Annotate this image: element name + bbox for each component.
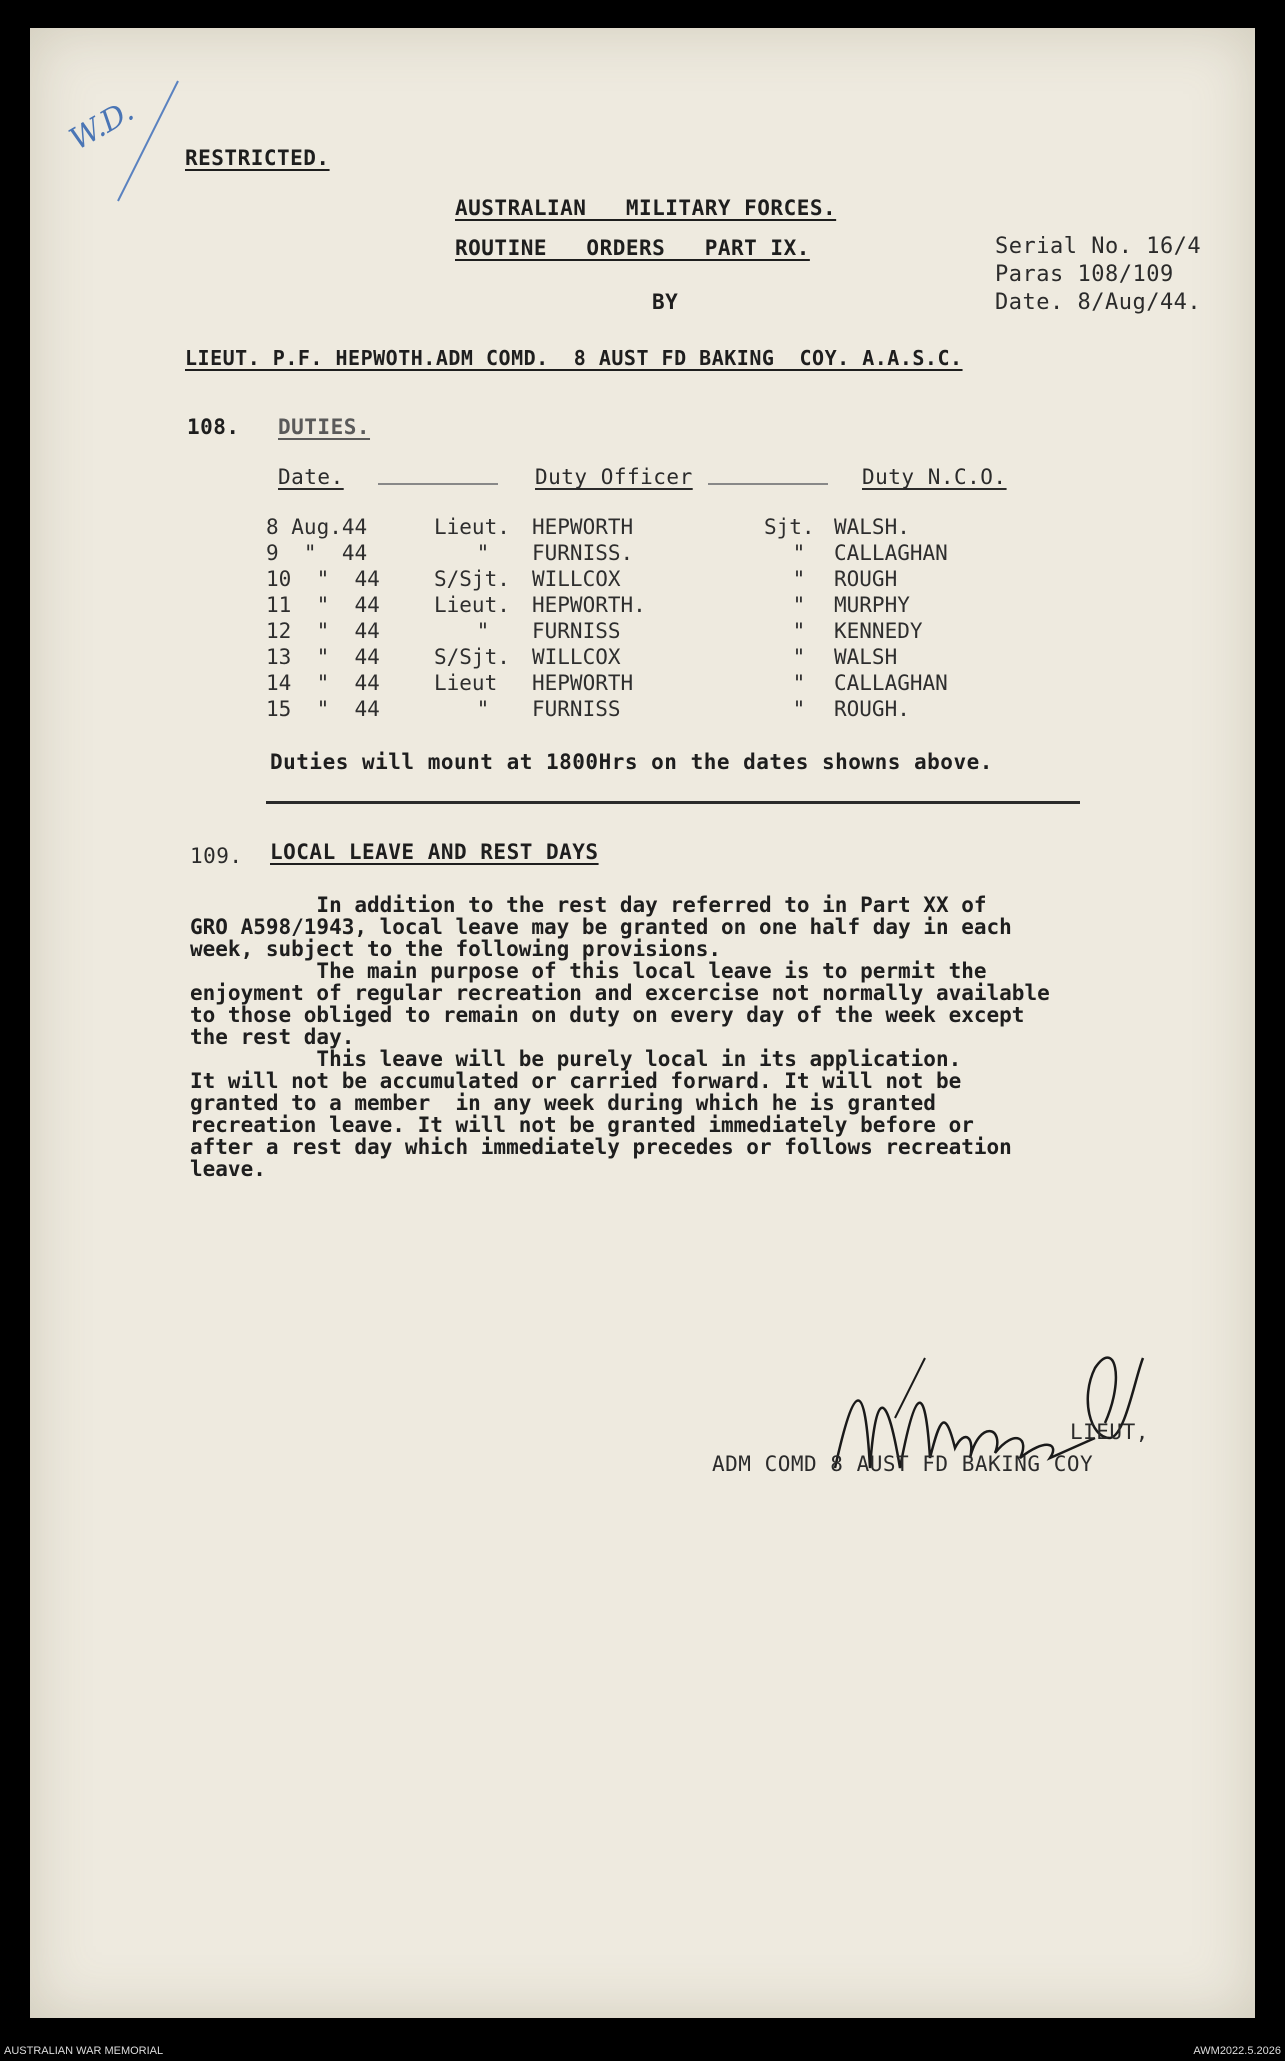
signatory-appointment: ADM COMD 8 AUST FD BAKING COY: [712, 1452, 1094, 1476]
body-line: The main purpose of this local leave is to permit the: [190, 959, 987, 983]
serial-number: Serial No. 16/4: [995, 234, 1202, 259]
table-row: [266, 619, 948, 645]
table-row: [266, 671, 948, 697]
officer-name: FURNISS.: [532, 541, 634, 565]
nco-rank: ": [792, 541, 806, 565]
table-row: [266, 515, 948, 541]
officer-name: WILLCOX: [532, 567, 621, 591]
duty-date: 14 " 44: [266, 671, 380, 695]
issued-by: LIEUT. P.F. HEPWOTH.ADM COMD. 8 AUST FD BAKING COY. A.A.S.C.: [185, 346, 963, 370]
officer-rank: ": [476, 619, 490, 643]
column-header-officer: Duty Officer: [535, 465, 693, 489]
officer-name: HEPWORTH.: [532, 593, 646, 617]
nco-rank: ": [792, 619, 806, 643]
body-line: recreation leave. It will not be granted immediately before or: [190, 1113, 974, 1137]
nco-name: ROUGH: [834, 567, 898, 591]
body-line: This leave will be purely local in its application.: [190, 1047, 962, 1071]
table-row: [266, 593, 948, 619]
officer-rank: Lieut: [434, 671, 498, 695]
officer-name: WILLCOX: [532, 645, 621, 669]
body-line: granted to a member in any week during which he is granted: [190, 1091, 936, 1115]
duty-date: 12 " 44: [266, 619, 380, 643]
nco-rank: Sjt.: [764, 515, 815, 539]
document-page: [30, 28, 1255, 2018]
orders-title: ROUTINE ORDERS PART IX.: [455, 236, 810, 260]
nco-rank: ": [792, 645, 806, 669]
officer-rank: S/Sjt.: [434, 645, 510, 669]
nco-name: MURPHY: [834, 593, 910, 617]
by-label: BY: [652, 290, 679, 314]
nco-rank: ": [792, 593, 806, 617]
signatory-rank: LIEUT,: [1070, 1420, 1149, 1444]
footer-left: AUSTRALIAN WAR MEMORIAL: [4, 2045, 164, 2057]
duty-date: 8 Aug.44: [266, 515, 368, 539]
body-line: It will not be accumulated or carried forward. It will not be: [190, 1069, 962, 1093]
officer-rank: Lieut.: [434, 515, 510, 539]
column-header-date: Date.: [278, 465, 344, 489]
header-dash-2: [708, 483, 828, 485]
officer-name: HEPWORTH: [532, 671, 634, 695]
body-line: In addition to the rest day referred to in Part XX of: [190, 893, 987, 917]
nco-rank: ": [792, 671, 806, 695]
table-row: [266, 645, 948, 671]
body-line: week, subject to the following provisions.: [190, 937, 722, 961]
table-row: [266, 697, 948, 723]
column-header-nco: Duty N.C.O.: [862, 465, 1007, 489]
section-109-number: 109.: [190, 844, 243, 868]
duty-date: 11 " 44: [266, 593, 380, 617]
duty-date: 9 " 44: [266, 541, 368, 565]
officer-name: FURNISS: [532, 619, 621, 643]
duty-date: 15 " 44: [266, 697, 380, 721]
organisation-heading: AUSTRALIAN MILITARY FORCES.: [455, 196, 837, 220]
duty-roster-table: [266, 515, 948, 723]
officer-name: FURNISS: [532, 697, 621, 721]
section-108-number: 108.: [187, 415, 240, 439]
margin-stroke: [110, 73, 190, 213]
duty-note: Duties will mount at 1800Hrs on the dates showns above.: [270, 750, 993, 774]
nco-rank: ": [792, 697, 806, 721]
margin-note: W.D.: [63, 93, 140, 158]
officer-rank: ": [476, 541, 490, 565]
section-divider: [266, 801, 1080, 804]
section-108-title: DUTIES.: [278, 415, 371, 439]
paras-reference: Paras 108/109: [995, 262, 1174, 287]
nco-name: WALSH.: [834, 515, 910, 539]
duty-date: 13 " 44: [266, 645, 380, 669]
section-109-title: LOCAL LEAVE AND REST DAYS: [270, 840, 599, 864]
officer-rank: ": [476, 697, 490, 721]
body-line: leave.: [190, 1157, 266, 1181]
header-dash-1: [378, 483, 498, 485]
body-line: GRO A598/1943, local leave may be granted on one half day in each: [190, 915, 1012, 939]
officer-rank: Lieut.: [434, 593, 510, 617]
table-row: [266, 567, 948, 593]
table-row: [266, 541, 948, 567]
nco-name: WALSH: [834, 645, 898, 669]
nco-rank: ": [792, 567, 806, 591]
nco-name: KENNEDY: [834, 619, 923, 643]
body-line: enjoyment of regular recreation and excercise not normally available: [190, 981, 1050, 1005]
body-line: the rest day.: [190, 1025, 355, 1049]
footer-right: AWM2022.5.2026: [1193, 2045, 1281, 2057]
nco-name: ROUGH.: [834, 697, 910, 721]
officer-rank: S/Sjt.: [434, 567, 510, 591]
duty-date: 10 " 44: [266, 567, 380, 591]
section-109-body: [190, 894, 1050, 1180]
nco-name: CALLAGHAN: [834, 671, 948, 695]
order-date: Date. 8/Aug/44.: [995, 290, 1202, 315]
classification-label: RESTRICTED.: [185, 146, 330, 170]
body-line: to those obliged to remain on duty on every day of the week except: [190, 1003, 1025, 1027]
body-line: after a rest day which immediately precedes or follows recreation: [190, 1135, 1012, 1159]
nco-name: CALLAGHAN: [834, 541, 948, 565]
officer-name: HEPWORTH: [532, 515, 634, 539]
